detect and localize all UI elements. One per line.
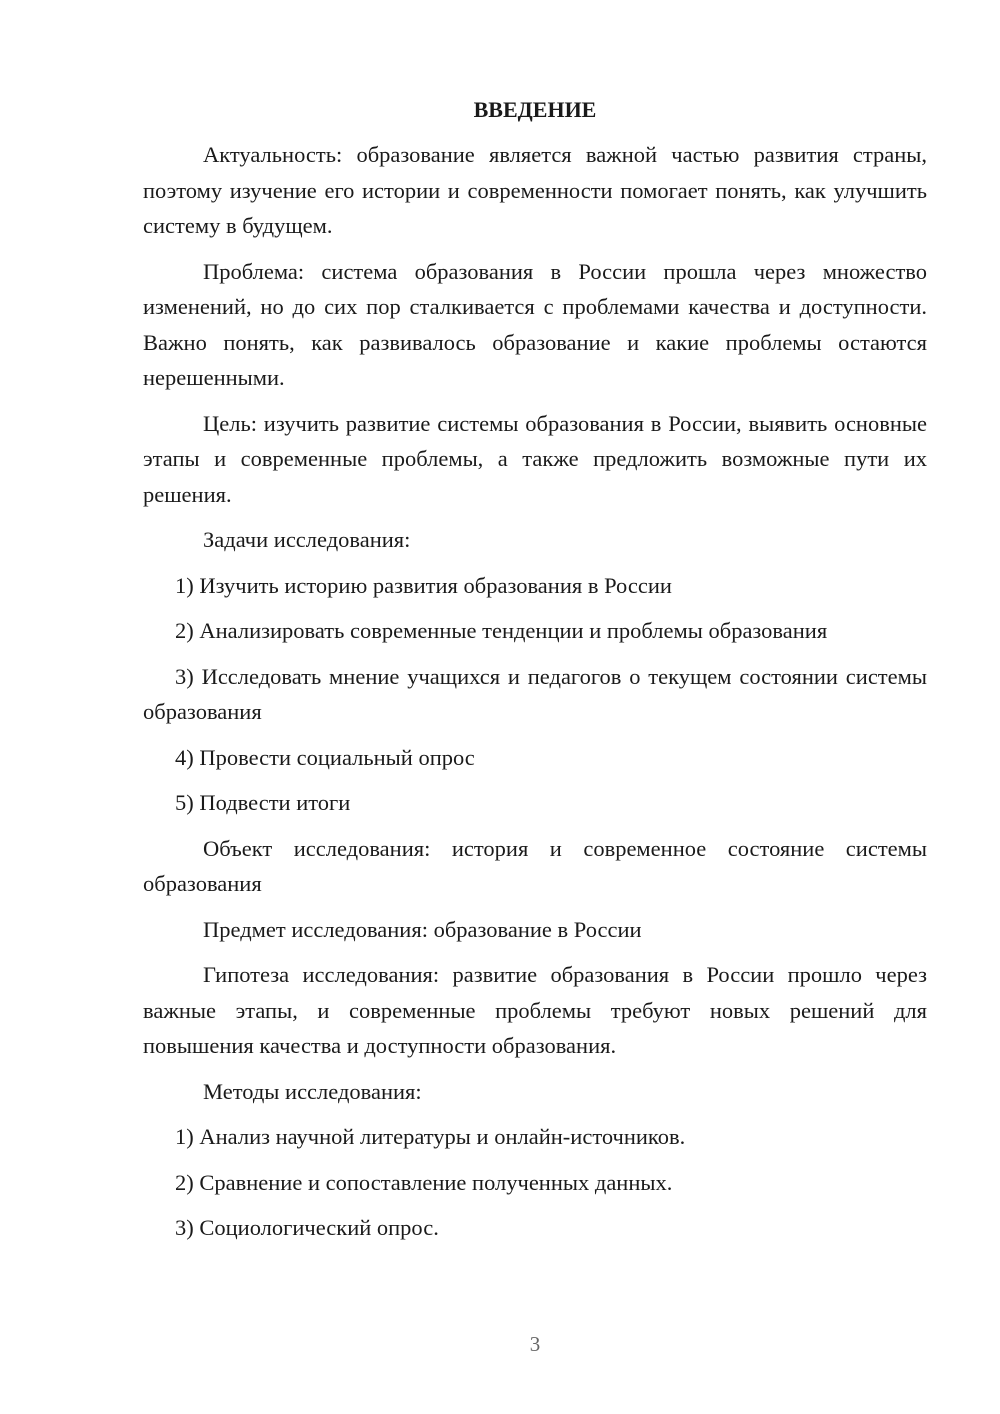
task-item: 5) Подвести итоги <box>175 790 351 815</box>
method-item: 1) Анализ научной литературы и онлайн-источников. <box>175 1124 686 1149</box>
object-paragraph: Объект исследования: история и современное состояние системы образования <box>143 835 927 896</box>
method-item: 3) Социологический опрос. <box>175 1215 439 1240</box>
task-item: 3) Исследовать мнение учащихся и педагогов о текущем состоянии системы образования <box>143 663 927 724</box>
task-item: 1) Изучить историю развития образования в России <box>175 572 672 598</box>
method-item: 2) Сравнение и сопоставление полученных данных. <box>175 1169 673 1195</box>
task-item: 2) Анализировать современные тенденции и проблемы образования <box>175 618 828 643</box>
page-number: 3 <box>529 1332 541 1356</box>
hypothesis-paragraph: Гипотеза исследования: развитие образования в России прошло через важные этапы, и современные проблемы требуют новых решений для повышения качества и доступности образования. <box>143 962 927 1058</box>
problem-paragraph: Проблема: система образования в России прошла через множество изменений, но до сих пор сталкивается с проблемами качества и доступности. Важно понять, как развивалось образование и какие проблемы остаются нерешенными. <box>143 258 927 390</box>
relevance-paragraph: Актуальность: образование является важной частью развития страны, поэтому изучение его истории и современности помогает понять, как улучшить систему в будущем. <box>143 142 927 238</box>
document-body <box>143 92 927 1256</box>
methods-heading: Методы исследования: <box>203 1078 422 1104</box>
section-title: ВВЕДЕНИЕ <box>473 97 597 122</box>
subject-paragraph: Предмет исследования: образование в России <box>203 916 642 942</box>
goal-paragraph: Цель: изучить развитие системы образования в России, выявить основные этапы и современные проблемы, а также предложить возможные пути их решения. <box>143 410 927 507</box>
tasks-heading: Задачи исследования: <box>203 527 411 552</box>
task-item: 4) Провести социальный опрос <box>175 744 475 770</box>
